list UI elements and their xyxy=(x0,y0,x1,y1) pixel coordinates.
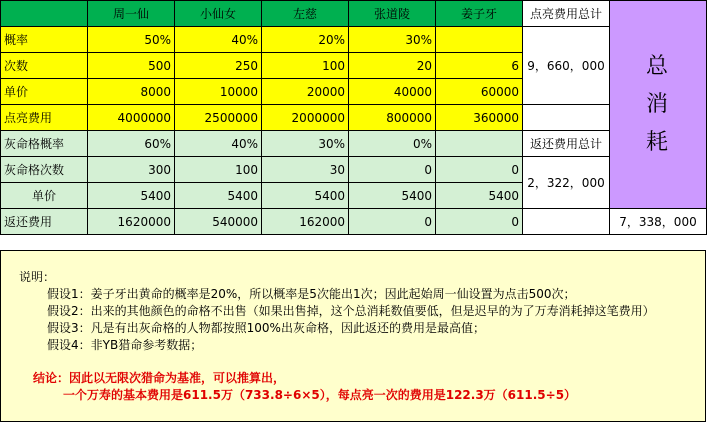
header-cell[interactable]: 周一仙 xyxy=(88,1,175,27)
data-cell[interactable]: 2000000 xyxy=(262,105,349,131)
data-cell[interactable]: 0% xyxy=(349,131,436,157)
data-cell[interactable]: 100 xyxy=(175,157,262,183)
data-cell[interactable]: 6 xyxy=(436,53,523,79)
data-cell[interactable] xyxy=(436,27,523,53)
total-char: 总 xyxy=(645,53,670,79)
table-row xyxy=(1,157,707,183)
data-cell[interactable]: 0 xyxy=(436,209,523,235)
data-cell[interactable]: 5400 xyxy=(262,183,349,209)
data-cell[interactable]: 30 xyxy=(262,157,349,183)
table-row xyxy=(1,105,707,131)
data-cell[interactable]: 30% xyxy=(262,131,349,157)
data-cell[interactable]: 30% xyxy=(349,27,436,53)
conclusion-text: 一个万寿的基本费用是611.5万（733.8÷6×5），每点亮一次的费用是122.3万（611.5÷5） xyxy=(63,388,577,402)
data-cell[interactable]: 0 xyxy=(349,209,436,235)
data-cell[interactable]: 8000 xyxy=(88,79,175,105)
header-cell[interactable]: 左慈 xyxy=(262,1,349,27)
data-cell[interactable]: 300 xyxy=(88,157,175,183)
summary-value-cell[interactable]: 9，660，000 xyxy=(523,27,610,105)
data-cell[interactable]: 5400 xyxy=(175,183,262,209)
summary-label-cell[interactable]: 点亮费用总计 xyxy=(523,1,610,27)
data-cell[interactable]: 1620000 xyxy=(88,209,175,235)
data-cell[interactable]: 540000 xyxy=(175,209,262,235)
conclusion-line xyxy=(19,387,705,404)
data-cell[interactable]: 10000 xyxy=(175,79,262,105)
data-cell[interactable]: 2500000 xyxy=(175,105,262,131)
data-cell[interactable]: 40000 xyxy=(349,79,436,105)
data-cell[interactable]: 5400 xyxy=(436,183,523,209)
data-cell[interactable]: 20000 xyxy=(262,79,349,105)
total-label-cell[interactable] xyxy=(610,1,707,209)
row-label[interactable]: 灰命格概率 xyxy=(1,131,88,157)
notes-title: 说明： xyxy=(19,270,56,284)
total-char: 耗 xyxy=(645,129,670,155)
data-cell[interactable]: 500 xyxy=(88,53,175,79)
blank-cell[interactable] xyxy=(523,209,610,235)
data-cell[interactable]: 20% xyxy=(262,27,349,53)
data-cell[interactable]: 162000 xyxy=(262,209,349,235)
notes-box[interactable] xyxy=(0,250,706,422)
conclusion-line xyxy=(19,370,705,387)
header-corner[interactable] xyxy=(1,1,88,27)
spacer xyxy=(19,354,705,370)
data-cell[interactable]: 4000000 xyxy=(88,105,175,131)
note-line: 假设2：出来的其他颜色的命格不出售（如果出售掉，这个总消耗数值要低，但是迟早的为了万寿消耗掉这笔费用） xyxy=(47,304,655,318)
conclusion-label: 结论： xyxy=(33,371,70,385)
header-row xyxy=(1,1,707,27)
total-char: 消 xyxy=(645,91,670,117)
note-line: 假设4：非YB猎命参考数据； xyxy=(47,338,203,352)
row-label[interactable]: 点亮费用 xyxy=(1,105,88,131)
data-cell[interactable]: 50% xyxy=(88,27,175,53)
row-label[interactable]: 灰命格次数 xyxy=(1,157,88,183)
data-cell[interactable]: 0 xyxy=(436,157,523,183)
data-cell[interactable]: 0 xyxy=(349,157,436,183)
data-cell[interactable]: 5400 xyxy=(88,183,175,209)
header-cell[interactable]: 小仙女 xyxy=(175,1,262,27)
row-label[interactable]: 单价 xyxy=(1,183,88,209)
row-label[interactable]: 概率 xyxy=(1,27,88,53)
header-cell[interactable]: 姜子牙 xyxy=(436,1,523,27)
row-label[interactable]: 次数 xyxy=(1,53,88,79)
conclusion-text: 因此以无限次猎命为基准，可以推算出， xyxy=(69,371,286,385)
data-cell[interactable]: 40% xyxy=(175,131,262,157)
data-cell[interactable]: 800000 xyxy=(349,105,436,131)
data-cell[interactable]: 60000 xyxy=(436,79,523,105)
note-line: 假设3：凡是有出灰命格的人物都按照100%出灰命格，因此返还的费用是最高值； xyxy=(47,321,485,335)
data-cell[interactable]: 100 xyxy=(262,53,349,79)
data-cell[interactable]: 250 xyxy=(175,53,262,79)
note-line: 假设1：姜子牙出黄命的概率是20%，所以概率是5次能出1次；因此起始周一仙设置为点击500次； xyxy=(47,287,576,301)
summary-value-cell[interactable]: 2，322，000 xyxy=(523,157,610,209)
header-cell[interactable]: 张道陵 xyxy=(349,1,436,27)
data-cell[interactable] xyxy=(436,131,523,157)
table-row xyxy=(1,209,707,235)
blank-cell[interactable] xyxy=(523,105,610,131)
data-cell[interactable]: 20 xyxy=(349,53,436,79)
data-cell[interactable]: 40% xyxy=(175,27,262,53)
row-label[interactable]: 单价 xyxy=(1,79,88,105)
summary-label-cell[interactable]: 返还费用总计 xyxy=(523,131,610,157)
row-label[interactable]: 返还费用 xyxy=(1,209,88,235)
data-cell[interactable]: 60% xyxy=(88,131,175,157)
table-row xyxy=(1,27,707,53)
data-cell[interactable]: 5400 xyxy=(349,183,436,209)
data-cell[interactable]: 360000 xyxy=(436,105,523,131)
grand-total-cell[interactable]: 7，338，000 xyxy=(610,209,707,235)
table-row xyxy=(1,131,707,157)
